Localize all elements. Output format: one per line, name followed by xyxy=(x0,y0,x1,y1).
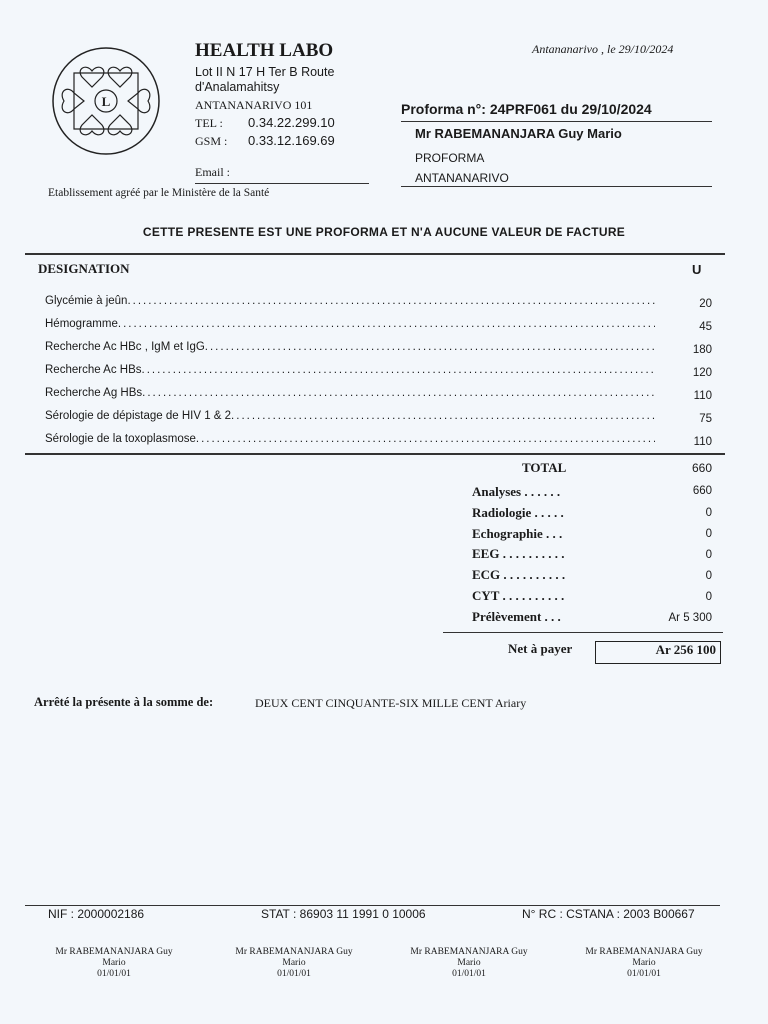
disclaimer: CETTE PRESENTE EST UNE PROFORMA ET N'A AUCUNE VALEUR DE FACTURE xyxy=(142,225,626,239)
summary-value: 0 xyxy=(705,549,712,561)
summary-value: 0 xyxy=(705,528,712,540)
summary-value: Ar 5 300 xyxy=(668,612,712,624)
signature-name-cont: Mario xyxy=(632,958,656,968)
line-item-value: 120 xyxy=(692,367,712,379)
signature-block xyxy=(44,947,184,980)
signature-date: 01/01/01 xyxy=(627,969,661,979)
signature-name: Mr RABEMANANJARA Guy xyxy=(235,947,353,957)
line-item xyxy=(45,387,655,399)
signature-name-cont: Mario xyxy=(282,958,306,968)
net-label: Net à payer xyxy=(508,641,573,656)
summary-label: Analyses . . . . . . xyxy=(472,484,561,499)
proforma-underline xyxy=(401,121,712,122)
line-item-name: Glycémie à jeûn. xyxy=(45,295,131,307)
gsm-number: 0.33.12.169.69 xyxy=(248,133,335,148)
line-item-value: 75 xyxy=(699,413,712,425)
line-item-value: 180 xyxy=(692,344,712,356)
line-item-name: Sérologie de dépistage de HIV 1 & 2. xyxy=(45,410,235,422)
accreditation-text: Etablissement agréé par le Ministère de la Santé xyxy=(48,187,270,199)
line-item xyxy=(45,364,655,376)
line-item xyxy=(45,295,655,307)
summary-value: 0 xyxy=(705,591,712,603)
line-item-value: 20 xyxy=(699,298,712,310)
lab-logo xyxy=(50,45,162,157)
leader-dots xyxy=(236,410,655,422)
place-date: Antananarivo , le 29/10/2024 xyxy=(532,42,674,56)
footer-rule xyxy=(25,905,720,906)
leader-dots xyxy=(147,387,655,399)
leader-dots xyxy=(123,318,655,330)
signature-date: 01/01/01 xyxy=(452,969,486,979)
footer-stat: STAT : 86903 11 1991 0 10006 xyxy=(261,907,426,921)
total-label: TOTAL xyxy=(522,460,567,475)
summary-value: 0 xyxy=(705,507,712,519)
summary-value: 660 xyxy=(692,485,712,497)
client-name: Mr RABEMANANJARA Guy Mario xyxy=(415,126,622,141)
signature-block xyxy=(574,947,714,980)
line-item xyxy=(45,341,655,353)
leader-dots xyxy=(147,364,655,376)
summary-label: Prélèvement . . . xyxy=(472,609,561,624)
line-item-value: 45 xyxy=(699,321,712,333)
signature-name-cont: Mario xyxy=(102,958,126,968)
table-bottom-rule xyxy=(25,453,725,455)
line-item-name: Recherche Ac HBc , IgM et IgG. xyxy=(45,341,208,353)
net-rule xyxy=(443,632,723,633)
net-amount: Ar 256 100 xyxy=(655,642,716,657)
line-item-name: Hémogramme. xyxy=(45,318,122,330)
logo-letter: L xyxy=(101,94,111,109)
leader-dots xyxy=(210,341,655,353)
signature-name-cont: Mario xyxy=(457,958,481,968)
line-item xyxy=(45,433,655,445)
line-item xyxy=(45,318,655,330)
footer-rc: N° RC : CSTANA : 2003 B00667 xyxy=(522,907,695,921)
summary-label: Radiologie . . . . . xyxy=(472,505,564,520)
tel-number: 0.34.22.299.10 xyxy=(248,115,335,130)
summary-label: EEG . . . . . . . . . . xyxy=(472,546,565,561)
amount-words: DEUX CENT CINQUANTE-SIX MILLE CENT Ariary xyxy=(255,696,527,710)
line-item-name: Recherche Ac HBs. xyxy=(45,364,145,376)
lab-name: HEALTH LABO xyxy=(195,40,334,61)
signature-date: 01/01/01 xyxy=(97,969,131,979)
lab-city: ANTANANARIVO 101 xyxy=(195,98,313,112)
footer-nif: NIF : 2000002186 xyxy=(48,907,145,921)
summary-label: ECG . . . . . . . . . . xyxy=(472,567,566,582)
line-item-name: Sérologie de la toxoplasmose. xyxy=(45,433,200,445)
table-top-rule xyxy=(25,253,725,255)
lab-address: Lot II N 17 H Ter B Route d'Analamahitsy xyxy=(195,65,335,94)
proforma-number: Proforma n°: 24PRF061 du 29/10/2024 xyxy=(401,101,652,117)
email-underline xyxy=(195,183,369,184)
summary-value: 0 xyxy=(705,570,712,582)
gsm-label: GSM : xyxy=(195,134,228,148)
leader-dots xyxy=(201,433,655,445)
signature-name: Mr RABEMANANJARA Guy xyxy=(55,947,173,957)
unit-header: U xyxy=(692,262,702,277)
total-value: 660 xyxy=(691,461,712,475)
line-item xyxy=(45,410,655,422)
signature-date: 01/01/01 xyxy=(277,969,311,979)
tel-label: TEL : xyxy=(195,116,223,130)
signature-name: Mr RABEMANANJARA Guy xyxy=(410,947,528,957)
line-item-value: 110 xyxy=(693,436,712,448)
summary-label: CYT . . . . . . . . . . xyxy=(472,588,565,603)
client-line2: ANTANANARIVO xyxy=(415,171,509,185)
leader-dots xyxy=(133,295,655,307)
signature-name: Mr RABEMANANJARA Guy xyxy=(585,947,703,957)
designation-header: DESIGNATION xyxy=(38,261,130,276)
client-underline xyxy=(401,186,712,187)
signature-block xyxy=(399,947,539,980)
signature-block xyxy=(224,947,364,980)
amount-words-label: Arrêté la présente à la somme de: xyxy=(34,695,214,709)
summary-label: Echographie . . . xyxy=(472,526,563,541)
client-line1: PROFORMA xyxy=(415,151,485,165)
email-label: Email : xyxy=(195,165,230,179)
line-item-name: Recherche Ag HBs. xyxy=(45,387,146,399)
line-item-value: 110 xyxy=(693,390,712,402)
